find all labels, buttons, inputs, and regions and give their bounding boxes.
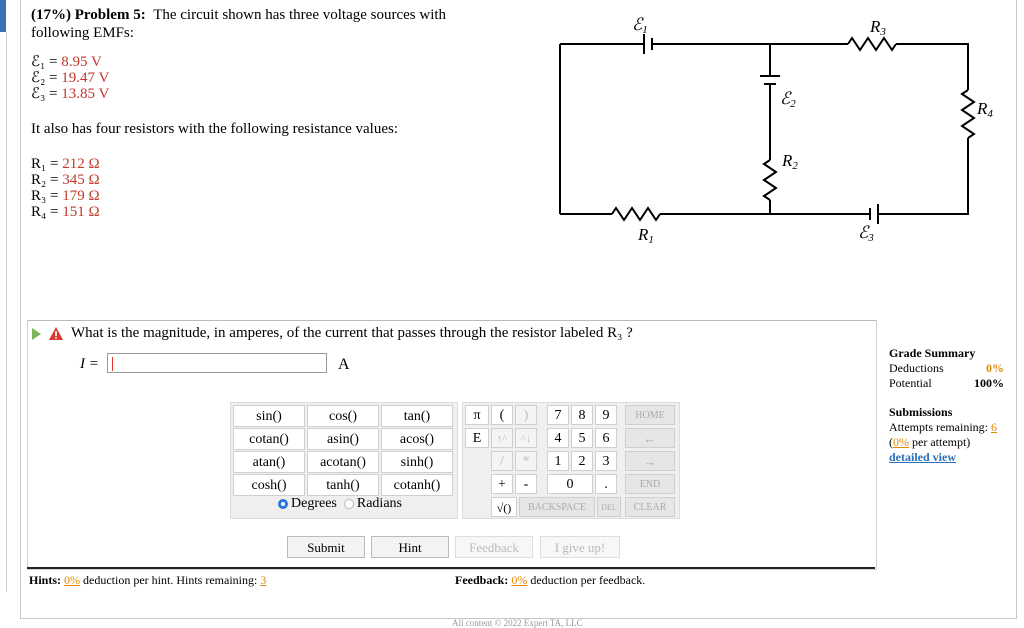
r3-resistor	[848, 38, 896, 50]
per-attempt-text: per attempt)	[912, 435, 971, 449]
sqrt-key[interactable]: √()	[491, 497, 517, 517]
feedback-info	[455, 573, 645, 588]
answer-unit: A	[338, 356, 350, 373]
side-divider	[0, 32, 7, 592]
key-1[interactable]: 1	[547, 451, 569, 471]
resistor-intro: It also has four resistors with the following resistance values:	[31, 121, 399, 137]
problem-intro: The circuit shown has three voltage sources with following EMFs:	[31, 7, 447, 41]
emf-1-label: ℰ₁ =	[31, 54, 58, 70]
calculator-keypad	[462, 402, 680, 519]
warning-icon	[49, 327, 63, 340]
del-key[interactable]: DEL	[597, 497, 621, 517]
resistor-2-label: R₂ =	[31, 172, 59, 188]
problem-heading	[31, 6, 501, 42]
problem-title: (17%) Problem 5:	[31, 7, 146, 23]
feedback-deduction: 0%	[511, 573, 528, 587]
key-7[interactable]: 7	[547, 405, 569, 425]
feedback-text: deduction per feedback.	[530, 573, 646, 587]
cosh-button[interactable]: cosh()	[233, 474, 305, 496]
emf-1-value: 8.95 V	[61, 54, 102, 70]
r4-label: R4	[977, 99, 993, 120]
emf-3	[31, 86, 501, 102]
grade-summary-title: Grade Summary	[889, 346, 976, 360]
back-arrow-key[interactable]: ←	[625, 428, 675, 448]
hint-button[interactable]: Hint	[371, 536, 449, 558]
minus-key[interactable]: -	[515, 474, 537, 494]
deductions-row	[889, 361, 1004, 376]
hints-label: Hints:	[29, 573, 62, 587]
emf-3-label: ℰ₃ =	[31, 86, 58, 102]
answer-input[interactable]	[107, 353, 327, 373]
angle-mode	[278, 496, 402, 512]
play-icon[interactable]	[32, 328, 41, 340]
question	[32, 325, 633, 342]
submit-button[interactable]: Submit	[287, 536, 365, 558]
resistor-1	[31, 156, 501, 172]
lparen-key[interactable]: (	[491, 405, 513, 425]
key-0[interactable]: 0	[547, 474, 593, 494]
resistor-2	[31, 172, 501, 188]
r2-label: R2	[782, 151, 798, 172]
updown-key[interactable]: ^↓	[515, 428, 537, 448]
right-wire	[878, 138, 968, 214]
answer-label: I =	[80, 356, 99, 372]
potential-label: Potential	[889, 376, 932, 390]
e2-label: ℰ2	[780, 89, 796, 110]
resistor-4-value: 151 Ω	[62, 204, 100, 220]
resistor-3	[31, 188, 501, 204]
multiply-key[interactable]: *	[515, 451, 537, 471]
attempts-value: 6	[990, 420, 997, 434]
tan-button[interactable]: tan()	[381, 405, 453, 427]
hints-text: deduction per hint. Hints remaining:	[83, 573, 258, 587]
end-key[interactable]: END	[625, 474, 675, 494]
key-8[interactable]: 8	[571, 405, 593, 425]
resistor-3-value: 179 Ω	[62, 188, 100, 204]
tanh-button[interactable]: tanh()	[307, 474, 379, 496]
clear-key[interactable]: CLEAR	[625, 497, 675, 517]
attempts-label: Attempts remaining:	[889, 420, 988, 434]
home-key[interactable]: HOME	[625, 405, 675, 425]
emf-2-label: ℰ₂ =	[31, 70, 58, 86]
emf-1	[31, 54, 501, 70]
feedback-button[interactable]: Feedback	[455, 536, 533, 558]
detailed-view-link[interactable]: detailed view	[889, 450, 956, 464]
emf-3-value: 13.85 V	[61, 86, 110, 102]
key-5[interactable]: 5	[571, 428, 593, 448]
up-key[interactable]: ↑^	[491, 428, 513, 448]
asin-button[interactable]: asin()	[307, 428, 379, 450]
per-attempt-row: (0% per attempt)	[889, 435, 971, 449]
e1-label: ℰ1	[632, 15, 648, 36]
emf-list	[31, 54, 501, 102]
key-4[interactable]: 4	[547, 428, 569, 448]
potential-row	[889, 376, 1004, 391]
resistor-list	[31, 156, 501, 220]
potential-value: 100%	[974, 376, 1004, 390]
backspace-key[interactable]: BACKSPACE	[519, 497, 595, 517]
radians-label[interactable]: Radians	[356, 496, 402, 511]
cos-button[interactable]: cos()	[307, 405, 379, 427]
key-3[interactable]: 3	[595, 451, 617, 471]
give-up-button[interactable]: I give up!	[540, 536, 620, 558]
r4-resistor	[962, 90, 974, 138]
hints-remaining: 3	[260, 573, 267, 587]
e-key[interactable]: E	[465, 428, 489, 448]
resistor-2-value: 345 Ω	[62, 172, 100, 188]
r3-label: R3	[870, 17, 886, 38]
degrees-label[interactable]: Degrees	[291, 496, 337, 511]
feedback-label: Feedback:	[455, 573, 509, 587]
plus-key[interactable]: +	[491, 474, 513, 494]
top-wire-3	[896, 44, 968, 90]
text-caret	[112, 357, 113, 371]
key-6[interactable]: 6	[595, 428, 617, 448]
hint-deduction: 0%	[64, 573, 81, 587]
resistor-3-label: R₃ =	[31, 188, 59, 204]
atan-button[interactable]: atan()	[233, 451, 305, 473]
copyright: All content © 2022 Expert TA, LLC	[452, 618, 583, 628]
forward-arrow-key[interactable]: →	[625, 451, 675, 471]
deductions-label: Deductions	[889, 361, 944, 375]
divide-key[interactable]: /	[491, 451, 513, 471]
cotanh-button[interactable]: cotanh()	[381, 474, 453, 496]
hints-feedback-bar	[27, 567, 875, 591]
deductions-value: 0%	[986, 361, 1004, 375]
acos-button[interactable]: acos()	[381, 428, 453, 450]
resistor-1-label: R₁ =	[31, 156, 59, 172]
key-9[interactable]: 9	[595, 405, 617, 425]
sinh-button[interactable]: sinh()	[381, 451, 453, 473]
emf-2-value: 19.47 V	[61, 70, 110, 86]
resistor-4-label: R₄ =	[31, 204, 59, 220]
per-attempt-pct: 0%	[893, 435, 909, 449]
grade-summary	[889, 346, 1004, 465]
r1-label: R1	[638, 225, 654, 246]
radians-radio[interactable]	[344, 499, 354, 509]
pi-key[interactable]: π	[465, 405, 489, 425]
question-text: What is the magnitude, in amperes, of the current that passes through the resistor labeled R₃ ?	[71, 325, 633, 341]
rparen-key[interactable]: )	[515, 405, 537, 425]
resistor-4	[31, 204, 501, 220]
cotan-button[interactable]: cotan()	[233, 428, 305, 450]
resistor-1-value: 212 Ω	[62, 156, 100, 172]
hints-info	[29, 573, 266, 588]
degrees-radio[interactable]	[278, 499, 288, 509]
r2-resistor	[764, 160, 776, 200]
r1-resistor	[612, 208, 660, 220]
sin-button[interactable]: sin()	[233, 405, 305, 427]
acotan-button[interactable]: acotan()	[307, 451, 379, 473]
submissions-title: Submissions	[889, 405, 953, 419]
attempts-row	[889, 420, 1004, 435]
side-accent-bar	[0, 0, 6, 32]
key-2[interactable]: 2	[571, 451, 593, 471]
problem-statement	[31, 6, 501, 220]
circuit-diagram	[540, 14, 993, 254]
e3-label: ℰ3	[858, 223, 874, 244]
dot-key[interactable]: .	[595, 474, 617, 494]
emf-2	[31, 70, 501, 86]
